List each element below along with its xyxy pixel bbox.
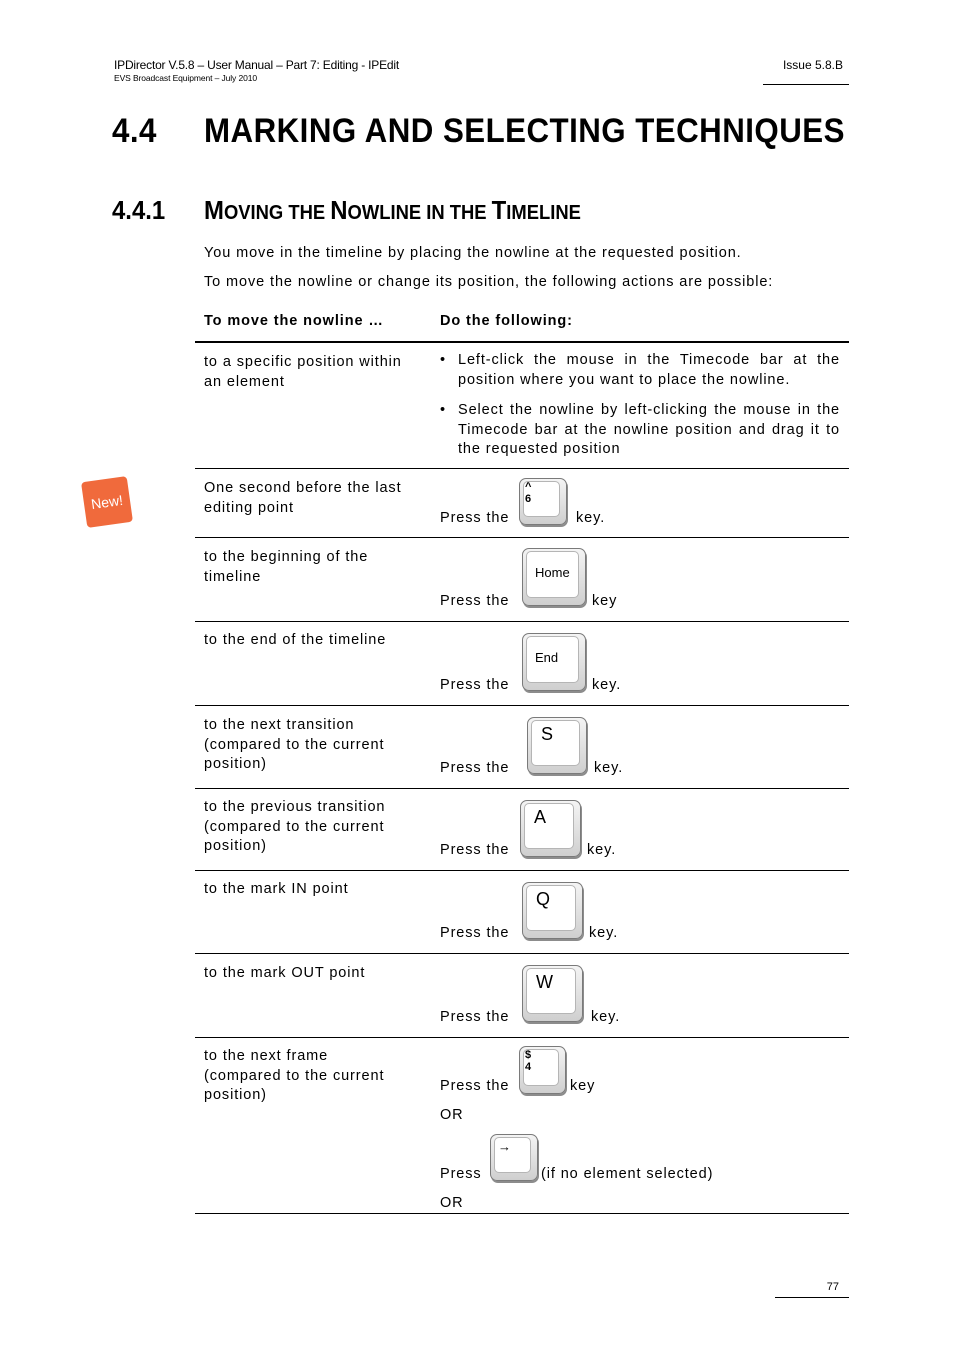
or-text: OR (440, 1195, 464, 1211)
key-suffix: (if no element selected) (541, 1166, 714, 1182)
press-text: Press the (440, 510, 510, 526)
footer-rule (775, 1297, 849, 1298)
q-key-icon: Q (522, 882, 583, 939)
intro-paragraph-2: To move the nowline or change its position, the following actions are possible: (204, 274, 774, 290)
key-suffix: key. (594, 760, 624, 776)
header-title: IPDirector V.5.8 – User Manual – Part 7: Editing - IPEdit (114, 58, 399, 72)
col1-header: To move the nowline … (204, 313, 384, 329)
table-row-what: to the mark OUT point (204, 965, 366, 981)
press-text: Press the (440, 1078, 510, 1094)
running-header (114, 58, 399, 83)
w-key-icon: W (522, 965, 583, 1022)
key-suffix: key. (592, 677, 622, 693)
s-key-icon: S (527, 717, 587, 774)
table-row-what: One second before the last editing point (204, 480, 402, 516)
table-bottom-rule (195, 1213, 849, 1214)
new-badge: New! (81, 476, 133, 528)
press-text: Press the (440, 925, 510, 941)
table-row-what: to the next frame (compared to the current position) (204, 1048, 385, 1103)
table-row-what: to a specific position within an element (204, 354, 402, 390)
row-divider (195, 1037, 849, 1038)
row-divider (195, 537, 849, 538)
table-row-what: to the mark IN point (204, 881, 349, 897)
subsection-heading: 4.4.1 MOVING THE NOWLINE IN THE TIMELINE (112, 195, 581, 225)
header-rule (763, 84, 849, 85)
table-row-what: to the next transition (compared to the current position) (204, 717, 385, 772)
section-title: MARKING AND SELECTING TECHNIQUES (204, 112, 845, 150)
row-divider (195, 788, 849, 789)
home-key-icon: Home (522, 548, 586, 606)
row-divider (195, 953, 849, 954)
key-suffix: key (570, 1078, 596, 1094)
press-text: Press the (440, 842, 510, 858)
row-divider (195, 621, 849, 622)
key-6-icon: ^ 6 (519, 478, 567, 525)
key-4-icon: $ 4 (519, 1046, 566, 1094)
a-key-icon: A (520, 800, 581, 857)
press-text: Press the (440, 760, 510, 776)
table-row-what: to the beginning of the timeline (204, 549, 369, 585)
key-suffix: key. (576, 510, 606, 526)
list-item: • Select the nowline by left-clicking the mouse in the Timecode bar at the nowline position and drag it to the requested position (440, 402, 840, 457)
key-suffix: key. (591, 1009, 621, 1025)
header-subtitle: EVS Broadcast Equipment – July 2010 (114, 73, 257, 83)
press-text: Press the (440, 593, 510, 609)
or-text: OR (440, 1107, 464, 1123)
press-text: Press the (440, 1009, 510, 1025)
list-item: • Left-click the mouse in the Timecode bar at the position where you want to place the nowline. (440, 352, 840, 388)
subsection-number: 4.4.1 (112, 195, 166, 225)
row-divider (195, 468, 849, 469)
bullet-icon: • (440, 402, 446, 418)
table-row-what: to the end of the timeline (204, 632, 387, 648)
section-heading (112, 112, 845, 151)
row-divider (195, 705, 849, 706)
key-suffix: key (592, 593, 618, 609)
table-header-rule (195, 341, 849, 343)
key-suffix: key. (589, 925, 619, 941)
bullet-icon: • (440, 352, 446, 368)
end-key-icon: End (522, 633, 586, 691)
press-text: Press (440, 1166, 482, 1182)
right-arrow-key-icon: → (490, 1134, 538, 1181)
section-number: 4.4 (112, 112, 157, 150)
intro-paragraph-1: You move in the timeline by placing the nowline at the requested position. (204, 245, 742, 261)
key-suffix: key. (587, 842, 617, 858)
page-number: 77 (826, 1281, 839, 1293)
row-divider (195, 870, 849, 871)
col2-header: Do the following: (440, 313, 573, 329)
header-issue: Issue 5.8.B (782, 58, 843, 72)
table-row-what: to the previous transition (compared to the current position) (204, 799, 386, 854)
press-text: Press the (440, 677, 510, 693)
